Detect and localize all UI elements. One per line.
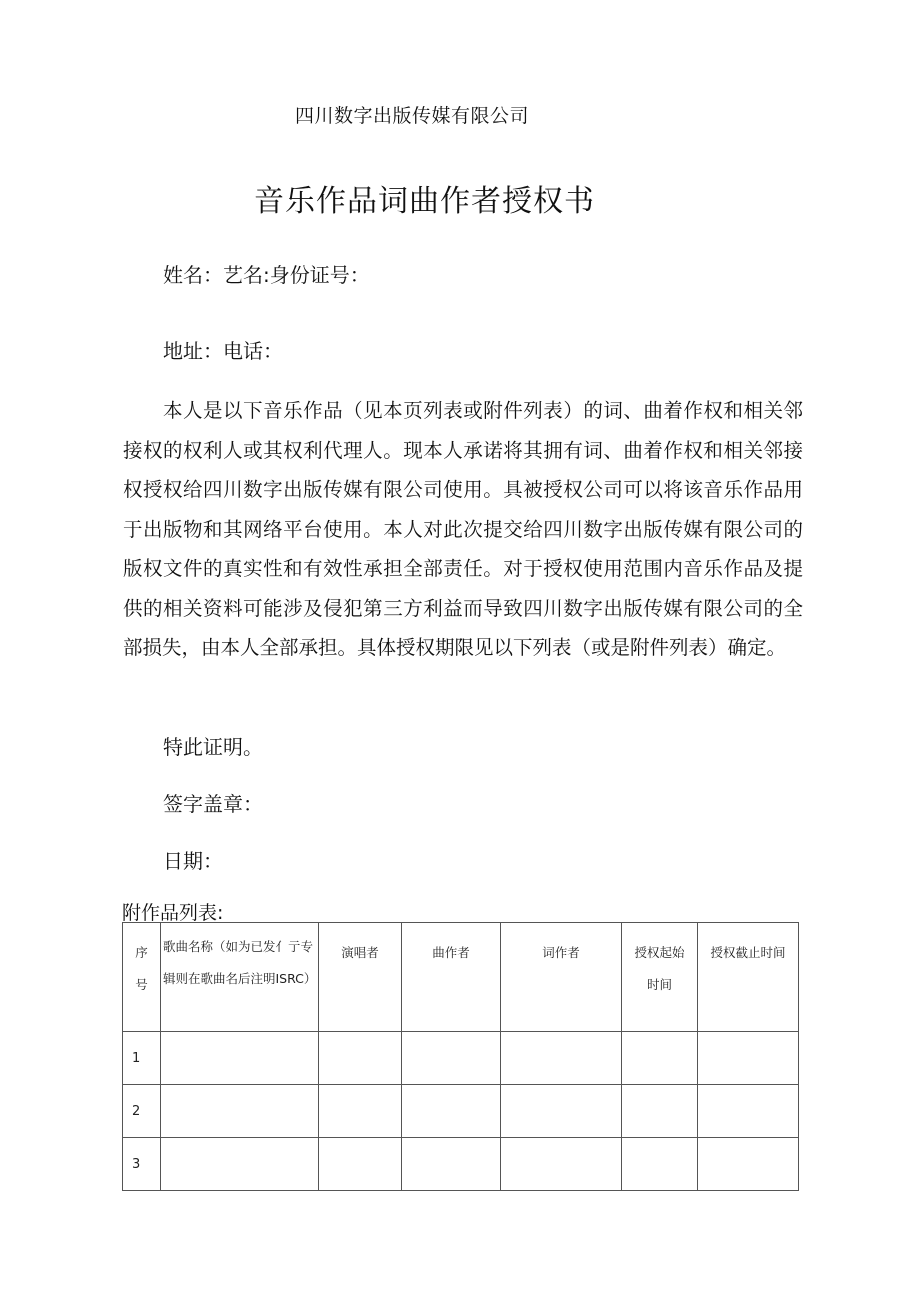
column-header-lyricist: 词作者 bbox=[501, 923, 622, 1032]
column-header-end-date: 授权截止时间 bbox=[698, 923, 799, 1032]
table-row bbox=[123, 1085, 799, 1138]
table-row bbox=[123, 1032, 799, 1085]
certify-statement: 特此证明。 bbox=[163, 735, 263, 759]
column-header-start-date: 授权起始时间 bbox=[622, 923, 698, 1032]
table-header-row bbox=[123, 923, 799, 1032]
lyricist-cell[interactable] bbox=[501, 1032, 622, 1085]
address-phone-line: 地址：电话： bbox=[163, 339, 283, 363]
performer-cell[interactable] bbox=[319, 1138, 402, 1191]
authorization-paragraph: 本人是以下音乐作品（见本页列表或附件列表）的词、曲着作权和相关邻接权的权利人或其权利代理人。现本人承诺将其拥有词、曲着作权和相关邻接权授权给四川数字出版传媒有限公司使用。具被授权公司可以将该音乐作品用于出版物和其网络平台使用。本人对此次提交给四川数字出版传媒有限公司的版权文件的真实性和有效性承担全部责任。对于授权使用范围内音乐作品及提供的相关资料可能涉及侵犯第三方利益而导致四川数字出版传媒有限公司的全部损失，由本人全部承担。具体授权期限见以下列表（或是附件列表）确定。 bbox=[123, 399, 803, 659]
lyricist-cell[interactable] bbox=[501, 1085, 622, 1138]
end-date-cell[interactable] bbox=[698, 1085, 799, 1138]
song-name-cell[interactable] bbox=[161, 1032, 319, 1085]
table-row bbox=[123, 1138, 799, 1191]
song-name-cell[interactable] bbox=[161, 1085, 319, 1138]
column-header-seq: 序号 bbox=[123, 923, 161, 1032]
lyricist-cell[interactable] bbox=[501, 1138, 622, 1191]
start-date-cell[interactable] bbox=[622, 1032, 698, 1085]
composer-cell[interactable] bbox=[402, 1138, 501, 1191]
end-date-cell[interactable] bbox=[698, 1138, 799, 1191]
date-label: 日期： bbox=[163, 849, 223, 873]
row-number: 2 bbox=[123, 1085, 161, 1138]
signature-label: 签字盖章： bbox=[163, 792, 263, 816]
performer-cell[interactable] bbox=[319, 1032, 402, 1085]
column-header-song-name: 歌曲名称（如为已发亻亍专辑则在歌曲名后注明ISRC） bbox=[161, 923, 319, 1032]
column-header-performer: 演唱者 bbox=[319, 923, 402, 1032]
composer-cell[interactable] bbox=[402, 1032, 501, 1085]
start-date-cell[interactable] bbox=[622, 1138, 698, 1191]
column-header-composer: 曲作者 bbox=[402, 923, 501, 1032]
row-number: 3 bbox=[123, 1138, 161, 1191]
start-date-cell[interactable] bbox=[622, 1085, 698, 1138]
performer-cell[interactable] bbox=[319, 1085, 402, 1138]
document-title: 音乐作品词曲作者授权书 bbox=[254, 184, 595, 219]
song-name-cell[interactable] bbox=[161, 1138, 319, 1191]
name-id-line: 姓名：艺名:身份证号： bbox=[163, 263, 370, 287]
composer-cell[interactable] bbox=[402, 1085, 501, 1138]
row-number: 1 bbox=[123, 1032, 161, 1085]
attachment-label: 附作品列表: bbox=[122, 902, 224, 924]
end-date-cell[interactable] bbox=[698, 1032, 799, 1085]
company-name: 四川数字出版传媒有限公司 bbox=[295, 105, 530, 127]
works-table bbox=[122, 922, 799, 1191]
